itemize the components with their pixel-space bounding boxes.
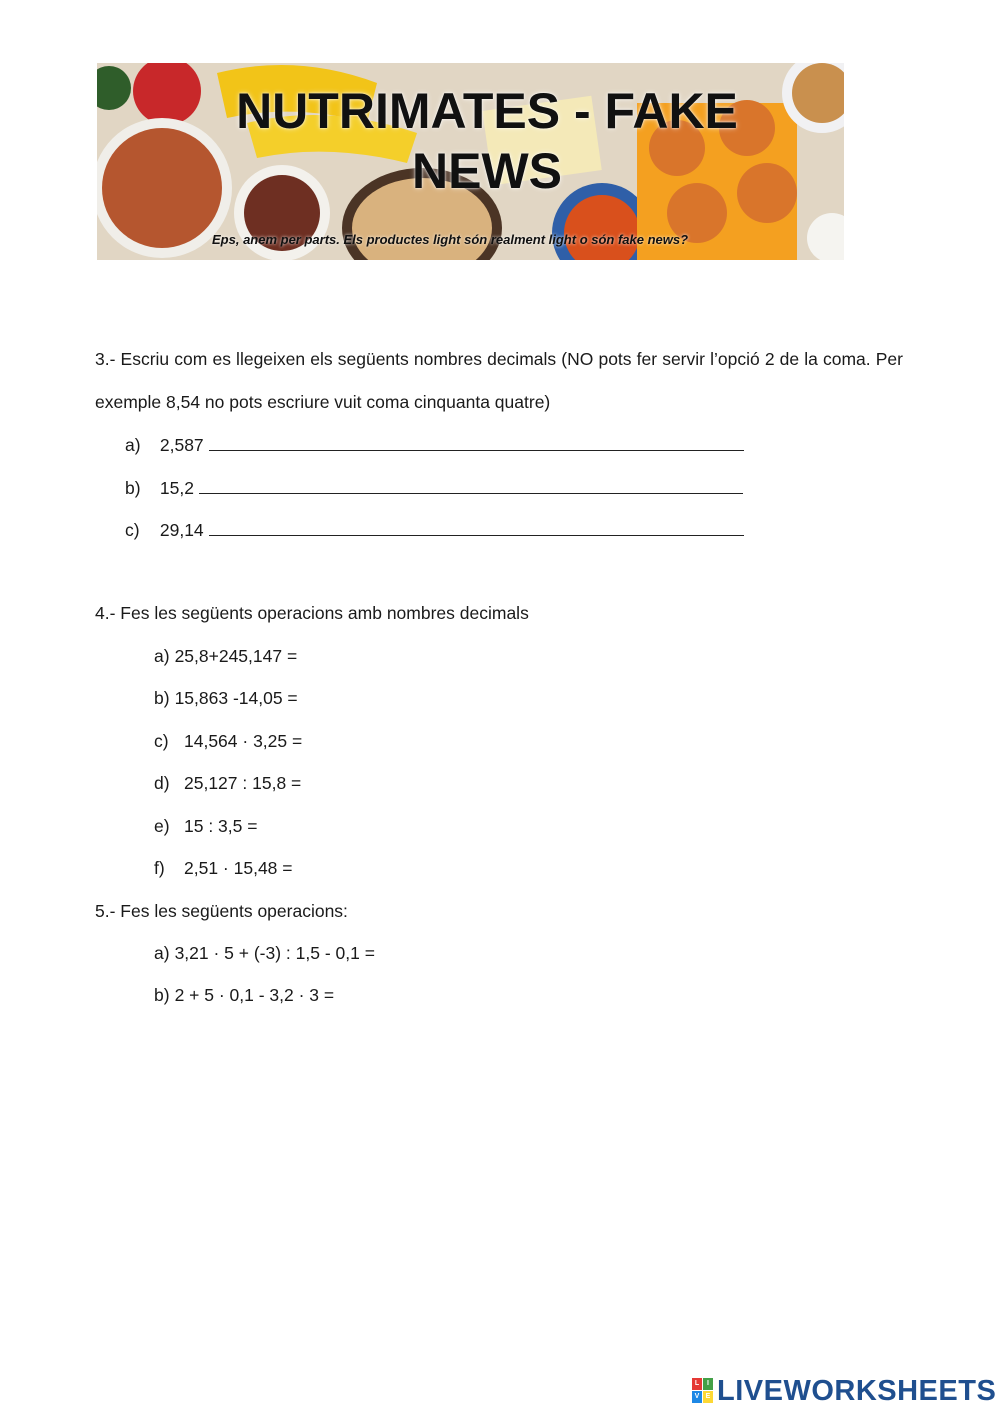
decimal-number: 29,14 — [159, 520, 204, 540]
q5-item-a[interactable] — [154, 943, 375, 964]
question-3-text: 3.- Escriu com es llegeixen els següents nombres decimals (NO pots fer servir l’opció 2 de la coma. Per exemple 8,54 no pots escriure vuit coma cinquanta quatre) — [95, 349, 903, 412]
operation-expression: 14,564 · 3,25 = — [184, 731, 303, 751]
question-4-heading: 4.- Fes les següents operacions amb nombres decimals — [95, 603, 529, 623]
answer-blank[interactable] — [209, 519, 744, 536]
operation-expression: 2,51 · 15,48 = — [184, 858, 293, 878]
answer-blank[interactable] — [199, 477, 743, 494]
q4-item-e[interactable] — [154, 816, 257, 837]
liveworksheets-logo[interactable] — [692, 1374, 996, 1408]
q3-item-c — [125, 519, 744, 541]
question-5-heading: 5.- Fes les següents operacions: — [95, 901, 348, 921]
q3-item-a — [125, 434, 744, 456]
decimal-number: 15,2 — [159, 478, 194, 498]
item-letter: d) — [154, 773, 170, 793]
q4-item-c[interactable] — [154, 731, 302, 752]
operation-expression: 25,8+245,147 = — [174, 646, 298, 666]
q4-item-f[interactable] — [154, 858, 293, 879]
operation-expression: 15,863 -14,05 = — [174, 688, 298, 708]
q4-item-a[interactable] — [154, 646, 297, 667]
item-letter: b) — [154, 985, 170, 1005]
item-letter: a) — [125, 435, 141, 455]
item-letter: b) — [154, 688, 170, 708]
item-letter: e) — [154, 816, 170, 836]
q4-item-b[interactable] — [154, 688, 298, 709]
liveworksheets-brand-text: LIVEWORKSHEETS — [717, 1374, 997, 1407]
item-letter: c) — [154, 731, 169, 751]
banner-subtitle: Eps, anem per parts. Els productes light són realment light o són fake news? — [212, 232, 689, 247]
header-banner — [97, 63, 844, 260]
item-letter: c) — [125, 520, 140, 540]
q3-item-b — [125, 477, 743, 499]
banner-title: NUTRIMATES - FAKE NEWS — [236, 83, 738, 199]
operation-expression: 3,21 · 5 + (-3) : 1,5 - 0,1 = — [174, 943, 375, 963]
item-letter: a) — [154, 943, 170, 963]
liveworksheets-icon: L I V E — [692, 1378, 714, 1404]
answer-blank[interactable] — [209, 434, 744, 451]
q4-item-d[interactable] — [154, 773, 301, 794]
item-letter: a) — [154, 646, 170, 666]
operation-expression: 2 + 5 · 0,1 - 3,2 · 3 = — [174, 985, 335, 1005]
item-letter: b) — [125, 478, 141, 498]
operation-expression: 25,127 : 15,8 = — [184, 773, 302, 793]
q5-item-b[interactable] — [154, 985, 334, 1006]
decimal-number: 2,587 — [159, 435, 204, 455]
operation-expression: 15 : 3,5 = — [184, 816, 258, 836]
item-letter: f) — [154, 858, 165, 878]
